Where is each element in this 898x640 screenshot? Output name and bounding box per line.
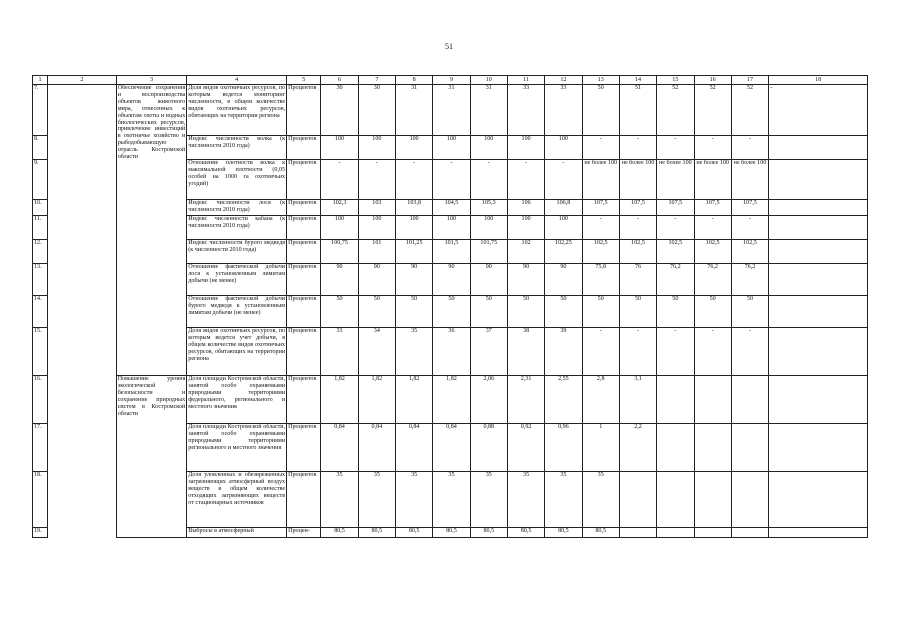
column-2-cell <box>48 264 117 296</box>
value-cell: 50 <box>582 296 619 328</box>
value-cell <box>657 376 694 424</box>
indicator-name: Доля видов охотничьих ресурсов, по которым ведется учет добычи, в общем количестве видов охотничьих ресурсов, обитающих на территории региона <box>187 328 287 376</box>
value-cell: - <box>619 328 656 376</box>
header-cell-18: 18 <box>769 76 868 85</box>
value-cell: 80,5 <box>545 528 582 538</box>
value-cell: 90 <box>321 264 358 296</box>
unit-cell: Процентов <box>287 216 321 240</box>
column-18-cell <box>769 136 868 160</box>
value-cell: 1,82 <box>321 376 358 424</box>
value-cell <box>694 528 731 538</box>
value-cell: 1,82 <box>396 376 433 424</box>
column-2-cell <box>48 160 117 200</box>
value-cell: 76,2 <box>731 264 768 296</box>
value-cell: - <box>470 160 507 200</box>
value-cell: 35 <box>396 328 433 376</box>
indicator-name: Доля площади Костромской области, занятой особо охраняемыми природными территориями федерального, регионального и местного значения <box>187 376 287 424</box>
value-cell: 0,96 <box>545 424 582 472</box>
unit-cell: Процентов <box>287 264 321 296</box>
header-cell-3: 3 <box>116 76 187 85</box>
unit-cell: Процен- <box>287 528 321 538</box>
value-cell: 107,5 <box>694 200 731 216</box>
column-18-cell <box>769 376 868 424</box>
value-cell: 106 <box>507 200 544 216</box>
value-cell: 80,5 <box>507 528 544 538</box>
row-number: 12. <box>33 240 48 264</box>
value-cell: 1 <box>582 424 619 472</box>
value-cell: 90 <box>470 264 507 296</box>
column-2-cell <box>48 216 117 240</box>
value-cell: 2,31 <box>507 376 544 424</box>
value-cell: 36 <box>433 328 470 376</box>
table-row <box>33 85 868 136</box>
value-cell: 106,8 <box>545 200 582 216</box>
value-cell <box>657 528 694 538</box>
value-cell: 76 <box>619 264 656 296</box>
column-2-cell <box>48 528 117 538</box>
column-2-cell <box>48 424 117 472</box>
value-cell: - <box>619 216 656 240</box>
value-cell <box>731 376 768 424</box>
value-cell: 50 <box>321 296 358 328</box>
value-cell: 50 <box>470 296 507 328</box>
column-18-cell <box>769 160 868 200</box>
value-cell: 75,8 <box>582 264 619 296</box>
unit-cell: Процентов <box>287 160 321 200</box>
value-cell: 34 <box>358 328 395 376</box>
value-cell <box>731 528 768 538</box>
unit-cell: Процентов <box>287 240 321 264</box>
value-cell: 100 <box>470 136 507 160</box>
value-cell: не более 100 <box>731 160 768 200</box>
header-cell-10: 10 <box>470 76 507 85</box>
table-row <box>33 376 868 424</box>
value-cell: 100 <box>433 216 470 240</box>
value-cell: 90 <box>507 264 544 296</box>
value-cell: 80,5 <box>321 528 358 538</box>
value-cell: 80,5 <box>358 528 395 538</box>
indicator-name: Отношение фактической добычи лося к установленным лимитам добычи (не менее) <box>187 264 287 296</box>
value-cell: 102,25 <box>545 240 582 264</box>
value-cell: 102,5 <box>731 240 768 264</box>
value-cell: 31 <box>396 85 433 136</box>
header-cell-5: 5 <box>287 76 321 85</box>
column-2-cell <box>48 328 117 376</box>
row-number: 16. <box>33 376 48 424</box>
value-cell: 35 <box>321 472 358 528</box>
value-cell: 52 <box>731 85 768 136</box>
value-cell <box>694 472 731 528</box>
value-cell: 50 <box>433 296 470 328</box>
column-18-cell <box>769 240 868 264</box>
value-cell: 35 <box>507 472 544 528</box>
value-cell: 0,84 <box>321 424 358 472</box>
value-cell <box>731 424 768 472</box>
unit-cell: Процентов <box>287 136 321 160</box>
page-number: 51 <box>445 42 453 51</box>
value-cell: 50 <box>507 296 544 328</box>
column-18-cell <box>769 296 868 328</box>
value-cell <box>619 472 656 528</box>
value-cell: 3,1 <box>619 376 656 424</box>
column-18-cell: - <box>769 85 868 136</box>
row-number: 8. <box>33 136 48 160</box>
row-number: 14. <box>33 296 48 328</box>
value-cell: 102,5 <box>657 240 694 264</box>
value-cell: не более 100 <box>619 160 656 200</box>
value-cell: 102,5 <box>582 240 619 264</box>
row-number: 15. <box>33 328 48 376</box>
value-cell: 100 <box>470 216 507 240</box>
column-18-cell <box>769 200 868 216</box>
header-cell-12: 12 <box>545 76 582 85</box>
value-cell: 35 <box>545 472 582 528</box>
value-cell: 100 <box>545 136 582 160</box>
value-cell <box>657 472 694 528</box>
value-cell: 30 <box>358 85 395 136</box>
value-cell: 100,75 <box>321 240 358 264</box>
column-2-cell <box>48 296 117 328</box>
value-cell: - <box>545 160 582 200</box>
header-cell-8: 8 <box>396 76 433 85</box>
value-cell: 50 <box>545 296 582 328</box>
value-cell: 102,5 <box>694 240 731 264</box>
value-cell: 105,3 <box>470 200 507 216</box>
indicator-name: Индекс численности волка (к численности 2010 года) <box>187 136 287 160</box>
header-cell-13: 13 <box>582 76 619 85</box>
value-cell: - <box>694 328 731 376</box>
value-cell: 31 <box>433 85 470 136</box>
value-cell: - <box>396 160 433 200</box>
table-body <box>33 76 868 538</box>
value-cell: 101,5 <box>433 240 470 264</box>
value-cell: 1,82 <box>358 376 395 424</box>
value-cell: 80,5 <box>582 528 619 538</box>
value-cell: не более 100 <box>582 160 619 200</box>
indicator-table <box>32 75 868 538</box>
header-cell-14: 14 <box>619 76 656 85</box>
value-cell: - <box>507 160 544 200</box>
value-cell: 100 <box>321 216 358 240</box>
value-cell: 0,84 <box>396 424 433 472</box>
header-cell-16: 16 <box>694 76 731 85</box>
value-cell: 50 <box>582 85 619 136</box>
column-2-cell <box>48 240 117 264</box>
value-cell: 35 <box>433 472 470 528</box>
value-cell: 1,82 <box>433 376 470 424</box>
value-cell: - <box>358 160 395 200</box>
value-cell: - <box>657 216 694 240</box>
value-cell: - <box>582 328 619 376</box>
value-cell: 35 <box>396 472 433 528</box>
value-cell: 103,8 <box>396 200 433 216</box>
row-number: 7. <box>33 85 48 136</box>
unit-cell: Процентов <box>287 328 321 376</box>
column-18-cell <box>769 528 868 538</box>
value-cell <box>731 472 768 528</box>
value-cell: 100 <box>545 216 582 240</box>
unit-cell: Процентов <box>287 424 321 472</box>
value-cell <box>694 376 731 424</box>
value-cell: 50 <box>358 296 395 328</box>
value-cell: 101,25 <box>396 240 433 264</box>
indicator-name: Доля видов охотничьих ресурсов, по которым ведется мониторинг численности, в общем количестве видов охотничьих ресурсов, обитающих на территории региона <box>187 85 287 136</box>
value-cell: 100 <box>396 136 433 160</box>
value-cell: 102 <box>507 240 544 264</box>
value-cell: 35 <box>582 472 619 528</box>
unit-cell: Процентов <box>287 472 321 528</box>
indicator-name: Индекс численности бурого медведя (к численности 2010 года) <box>187 240 287 264</box>
value-cell: 52 <box>657 85 694 136</box>
value-cell: 35 <box>470 472 507 528</box>
row-number: 10. <box>33 200 48 216</box>
value-cell: не более 100 <box>694 160 731 200</box>
value-cell: 2,2 <box>619 424 656 472</box>
value-cell: 107,5 <box>582 200 619 216</box>
indicator-name: Отношение плотности волка к максимальной плотности (0,05 особей на 1000 га охотничьих угодий) <box>187 160 287 200</box>
value-cell: 80,5 <box>470 528 507 538</box>
value-cell: 100 <box>321 136 358 160</box>
value-cell: - <box>731 136 768 160</box>
indicator-name: Отношение фактической добычи бурого медведя к установленным лимитам добычи (не менее) <box>187 296 287 328</box>
value-cell: - <box>657 136 694 160</box>
value-cell: 90 <box>396 264 433 296</box>
value-cell: 107,5 <box>731 200 768 216</box>
row-number: 19. <box>33 528 48 538</box>
unit-cell: Процентов <box>287 200 321 216</box>
value-cell: 50 <box>396 296 433 328</box>
value-cell: 76,2 <box>657 264 694 296</box>
header-cell-2: 2 <box>48 76 117 85</box>
header-cell-4: 4 <box>187 76 287 85</box>
value-cell: 33 <box>321 328 358 376</box>
value-cell: 100 <box>507 216 544 240</box>
column-2-cell <box>48 472 117 528</box>
value-cell: - <box>619 136 656 160</box>
column-2-cell <box>48 136 117 160</box>
header-cell-7: 7 <box>358 76 395 85</box>
value-cell: 90 <box>545 264 582 296</box>
unit-cell: Процентов <box>287 376 321 424</box>
value-cell <box>694 424 731 472</box>
indicator-name: Доля площади Костромской области, занятой особо охраняемыми природными территориями регионального и местного значения <box>187 424 287 472</box>
value-cell: 51 <box>619 85 656 136</box>
value-cell: - <box>694 216 731 240</box>
column-18-cell <box>769 328 868 376</box>
indicator-name: Индекс численности лося (к численности 2010 года) <box>187 200 287 216</box>
value-cell: - <box>731 216 768 240</box>
unit-cell: Процентов <box>287 85 321 136</box>
task-description-1: Обеспечение сохранения и воспроизводства объектов животного мира, отнесенных к объектам охоты и водных биологических ресурсов, привлечение инвестиций в охотничье хозяйство и рыбодобывающую отрасль Костромской области <box>116 85 187 376</box>
value-cell: 0,84 <box>433 424 470 472</box>
value-cell: - <box>657 328 694 376</box>
value-cell: не более 100 <box>657 160 694 200</box>
value-cell: 39 <box>545 328 582 376</box>
header-cell-11: 11 <box>507 76 544 85</box>
value-cell: 80,5 <box>396 528 433 538</box>
value-cell: 100 <box>358 216 395 240</box>
value-cell: 103 <box>358 200 395 216</box>
header-cell-17: 17 <box>731 76 768 85</box>
indicator-name: Выбросы в атмосферный <box>187 528 287 538</box>
column-18-cell <box>769 472 868 528</box>
value-cell: 100 <box>396 216 433 240</box>
value-cell: 0,92 <box>507 424 544 472</box>
value-cell: 104,5 <box>433 200 470 216</box>
value-cell: 31 <box>470 85 507 136</box>
value-cell: - <box>694 136 731 160</box>
value-cell: 0,88 <box>470 424 507 472</box>
value-cell: 90 <box>358 264 395 296</box>
value-cell: - <box>433 160 470 200</box>
unit-cell: Процентов <box>287 296 321 328</box>
task-description-2: Повышение уровня экологической безопасности и сохранение природных систем в Костромской области <box>116 376 187 538</box>
header-cell-9: 9 <box>433 76 470 85</box>
column-18-cell <box>769 424 868 472</box>
row-number: 11. <box>33 216 48 240</box>
indicator-name: Доля уловленных и обезвреженных загрязняющих атмосферный воздух веществ в общем количестве отходящих загрязняющих веществ от стационарных источников <box>187 472 287 528</box>
row-number: 13. <box>33 264 48 296</box>
value-cell: 76,2 <box>694 264 731 296</box>
row-number: 17. <box>33 424 48 472</box>
value-cell: 35 <box>358 472 395 528</box>
column-18-cell <box>769 216 868 240</box>
header-cell-1: 1 <box>33 76 48 85</box>
value-cell: 0,84 <box>358 424 395 472</box>
value-cell: 107,5 <box>657 200 694 216</box>
column-2-cell <box>48 85 117 136</box>
value-cell: 2,55 <box>545 376 582 424</box>
value-cell: - <box>582 136 619 160</box>
value-cell: 52 <box>694 85 731 136</box>
value-cell: 90 <box>433 264 470 296</box>
value-cell: 33 <box>507 85 544 136</box>
header-cell-6: 6 <box>321 76 358 85</box>
column-2-cell <box>48 200 117 216</box>
value-cell: 102,3 <box>321 200 358 216</box>
value-cell: 80,5 <box>433 528 470 538</box>
value-cell: - <box>582 216 619 240</box>
column-2-cell <box>48 376 117 424</box>
value-cell: 101 <box>358 240 395 264</box>
value-cell: 2,06 <box>470 376 507 424</box>
value-cell: 38 <box>507 328 544 376</box>
header-row <box>33 76 868 85</box>
value-cell: 33 <box>545 85 582 136</box>
value-cell <box>657 424 694 472</box>
value-cell: 102,5 <box>619 240 656 264</box>
value-cell: 50 <box>619 296 656 328</box>
value-cell: 101,75 <box>470 240 507 264</box>
value-cell: 100 <box>433 136 470 160</box>
value-cell: 107,5 <box>619 200 656 216</box>
row-number: 18. <box>33 472 48 528</box>
value-cell: - <box>731 328 768 376</box>
column-18-cell <box>769 264 868 296</box>
value-cell: 100 <box>358 136 395 160</box>
value-cell <box>619 528 656 538</box>
row-number: 9. <box>33 160 48 200</box>
indicator-name: Индекс численности кабана (к численности 2010 года) <box>187 216 287 240</box>
value-cell: 2,8 <box>582 376 619 424</box>
value-cell: - <box>321 160 358 200</box>
value-cell: 50 <box>731 296 768 328</box>
value-cell: 30 <box>321 85 358 136</box>
value-cell: 37 <box>470 328 507 376</box>
header-cell-15: 15 <box>657 76 694 85</box>
value-cell: 50 <box>694 296 731 328</box>
value-cell: 50 <box>657 296 694 328</box>
value-cell: 100 <box>507 136 544 160</box>
